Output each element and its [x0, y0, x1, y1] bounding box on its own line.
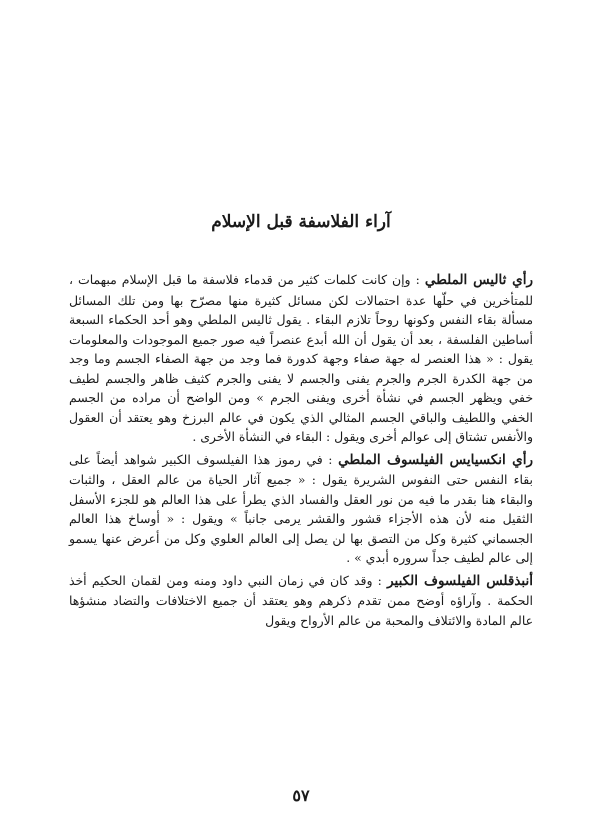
paragraph-text: : وقد كان في زمان النبي داود ومنه ومن لقمان الحكيم أخذ الحكمة . وآراؤه أوضح ممن تقدم ذكرهم وهو يعتقد أن جميع الاختلافات والتضاد منشؤها عالم المادة والائتلاف والمحبة من عالم الأرواح ويقول: [69, 572, 533, 628]
paragraph-text: : وإن كانت كلمات كثير من قدماء فلاسفة ما قبل الإسلام مبهمات ، للمتأخرين في حلّها عدة احتمالات لكن مسائل كثيرة منها مصرّح بها ومن تلك المسائل مسألة بقاء النفس وكونها روحاً تلازم البقاء . يقول ثاليس الملطي وهو أحد الحكماء السبعة أساطين الفلسفة ، بعد أن يقول أن الله أبدع عنصراً فيه صور جميع الموجودات والمعلومات يقول : « هذا العنصر له جهة صفاء وجهة كدورة فما وجد من جهة الصفاء الجسم وما وجد من جهة الكدرة الجرم والجرم يفنى والجسم لا يفنى والجرم كثيف ظاهر والجسم لطيف خفي ويظهر الجسم في نشأة أخرى ويفنى الجرم » ومن الواضح أن مراده من الجسم الخفي واللطيف والباقي الجسم المثالي الذي يكون في عالم البرزخ وهو يعتقد أن العقول والأنفس تشتاق إلى عوالم أخرى ويقول : البقاء في النشأة الأخرى .: [69, 272, 533, 444]
paragraph-empedocles: [69, 571, 533, 631]
paragraph-anaximenes: [69, 450, 533, 568]
paragraph-lead: رأي انكسيايس الفيلسوف الملطي: [338, 451, 534, 468]
paragraph-lead: رأي ثاليس الملطي: [424, 272, 533, 288]
page-number: ٥٧: [292, 786, 310, 805]
paragraph-lead: أنبذقلس الفيلسوف الكبير: [387, 572, 533, 589]
chapter-title: آراء الفلاسفة قبل الإسلام: [211, 212, 391, 232]
paragraph-thales: [69, 270, 533, 447]
body-text: [69, 270, 533, 630]
paragraph-text: : في رموز هذا الفيلسوف الكبير شواهد أيضاً على بقاء النفس حتى النفوس الشريرة يقول : « جميع آثار الحياة من عالم العقل ، والثبات والبقاء هنا بقدر ما فيه من نور العقل والفساد الذي يطرأ على هذا العالم هو للجزء الأسفل الثقيل منه لأن هذه الأجزاء قشور والقشر يرمى جانباً » ويقول : « أوساخ هذا العالم الجسماني كثيرة وكل من التصق بها لن يصل إلى العالم العلوي وكل من أعرض عنها يسمو إلى عالم لطيف جداً سروره أبدي » .: [69, 451, 533, 565]
